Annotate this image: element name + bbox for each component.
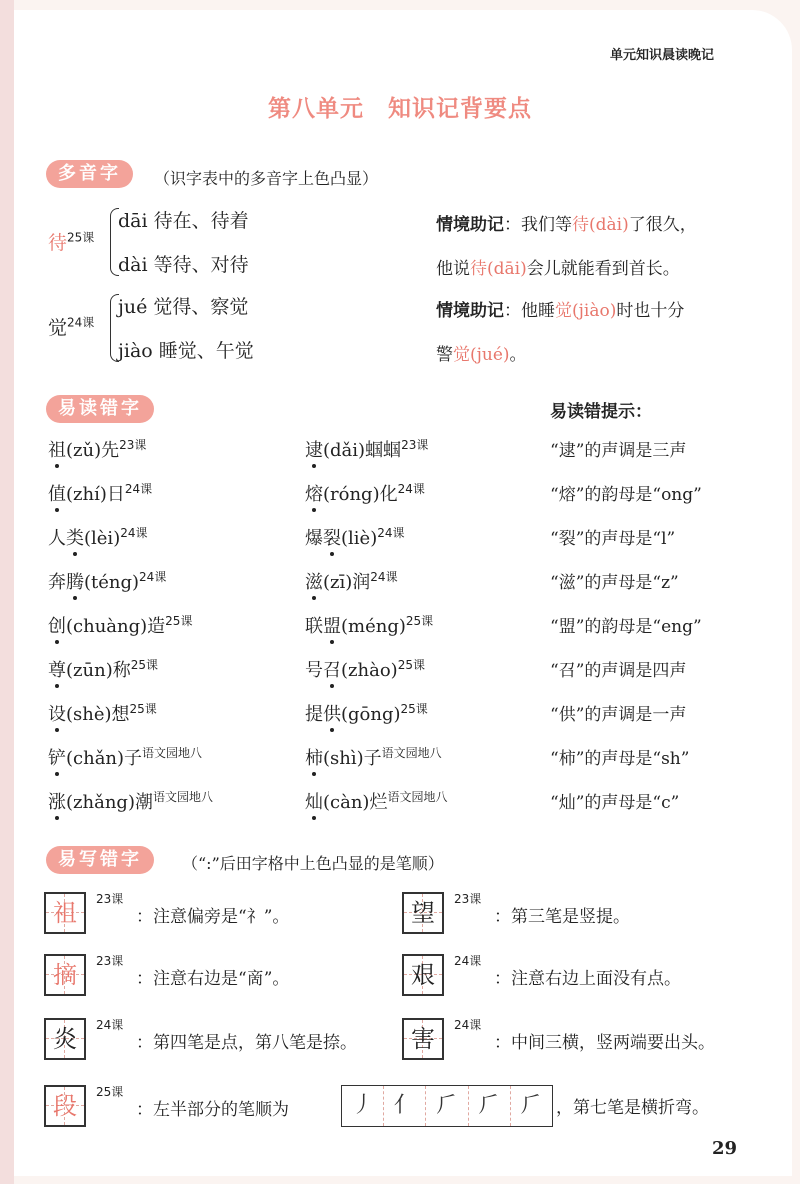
pinyin: (róng) [323, 484, 380, 505]
memo-1: 情境助记：我们等待(dài)了很久， 他说待(dāi)会儿就能看到首长。 [436, 215, 697, 279]
write-note: ：中间三横，竖两端要出头。 [494, 1033, 715, 1053]
pinyin: (téng) [84, 572, 140, 593]
stroke-cell: 丿 [342, 1086, 384, 1126]
misread-item [48, 436, 146, 462]
stroke-cell: 亻 [384, 1086, 426, 1126]
lesson-tag: 24课 [139, 570, 167, 584]
misread-item [48, 612, 192, 638]
lesson-tag: 24课 [96, 1018, 124, 1032]
word-suffix: 造 [147, 616, 166, 637]
misread-hint: “柿”的声母是“sh” [550, 749, 690, 769]
lesson-tag: 24课 [370, 570, 398, 584]
word-prefix: 号 [305, 660, 323, 681]
marked-char: 类 [66, 524, 84, 550]
misread-item [305, 524, 405, 550]
write-note: ：注意偏旁是“礻”。 [136, 907, 290, 927]
write-char: 望 [411, 899, 435, 927]
misread-item [48, 788, 213, 814]
marked-char: 裂 [323, 524, 341, 550]
word-suffix: 蝈蝈 [365, 440, 402, 461]
misread-item [305, 700, 428, 726]
pinyin: (zī) [323, 572, 353, 593]
marked-char: 尊 [48, 656, 66, 682]
word-suffix: 称 [112, 660, 131, 681]
marked-char: 熔 [305, 480, 323, 506]
misread-item [305, 612, 433, 638]
lesson-tag: 25课 [397, 658, 425, 672]
word-suffix: 子 [124, 748, 143, 769]
polyphone-char: 觉$^{24课}$ [48, 315, 95, 339]
misread-hint: “逮”的声调是三声 [550, 441, 687, 461]
pinyin: (càn) [323, 792, 370, 813]
marked-char: 滋 [305, 568, 323, 594]
misread-hint: “裂”的声母是“l” [550, 529, 676, 549]
page-number: 29 [712, 1138, 738, 1159]
writing-grid-cell [44, 1018, 86, 1060]
misread-badge: 易读错字 [46, 395, 154, 423]
write-char: 炎 [53, 1025, 77, 1053]
marked-char: 供 [323, 700, 341, 726]
word-suffix: 润 [352, 572, 371, 593]
lesson-tag: 24课 [397, 482, 425, 496]
lesson-tag: 23课 [96, 892, 124, 906]
misread-item [305, 568, 398, 594]
stroke-tail: ，第七笔是横折弯。 [556, 1098, 709, 1118]
memo-2: 情境助记：他睡觉(jiào)时也十分 警觉(jué)。 [436, 301, 685, 365]
lesson-tag: 23课 [454, 892, 482, 906]
misread-item [48, 568, 166, 594]
word-prefix: 人 [48, 528, 66, 549]
reading: dài 等待、对待 [118, 254, 249, 276]
writing-grid-cell [402, 892, 444, 934]
misread-item [305, 788, 447, 814]
pinyin: (liè) [341, 528, 378, 549]
misread-item [48, 480, 152, 506]
misread-item [305, 656, 425, 682]
page-title: 第八单元 知识记背要点 [268, 96, 532, 122]
misread-hint: “灿”的声母是“c” [550, 793, 680, 813]
marked-char: 涨 [48, 788, 66, 814]
pinyin: (zūn) [66, 660, 113, 681]
page-edge [0, 0, 14, 1184]
pinyin: (shè) [66, 704, 112, 725]
word-prefix: 奔 [48, 572, 66, 593]
miswrite-note: （“:”后田字格中上色凸显的是笔顺） [182, 854, 444, 873]
marked-char: 召 [323, 656, 341, 682]
writing-grid-cell [402, 954, 444, 996]
page-header: 单元知识晨读晚记 [610, 48, 715, 63]
write-char: 祖 [53, 899, 77, 927]
marked-char: 设 [48, 700, 66, 726]
marked-char: 腾 [66, 568, 84, 594]
marked-char: 创 [48, 612, 66, 638]
misread-hint-title: 易读错提示： [550, 402, 652, 422]
stroke-cell: ⺁ [426, 1086, 468, 1126]
word-suffix: 先 [101, 440, 120, 461]
misread-item [305, 480, 425, 506]
misread-hint: “熔”的韵母是“ong” [550, 485, 702, 505]
writing-grid-cell [44, 954, 86, 996]
stroke-cell: ⺁ [520, 1093, 543, 1118]
marked-char: 灿 [305, 788, 323, 814]
write-char: 段 [53, 1092, 77, 1120]
write-char: 摘 [53, 961, 77, 989]
lesson-tag: 24课 [454, 1018, 482, 1032]
pinyin: (chǎn) [66, 748, 125, 769]
write-note: ：左半部分的笔顺为 [136, 1100, 289, 1120]
lesson-tag: 24课 [120, 526, 148, 540]
misread-item [305, 436, 428, 462]
pinyin: (zǔ) [66, 440, 102, 461]
lesson-tag: 25课 [96, 1085, 124, 1099]
polyphone-char: 待$^{25课}$ [48, 230, 95, 254]
write-note: ：第四笔是点，第八笔是捺。 [136, 1033, 357, 1053]
misread-item [48, 524, 148, 550]
misread-item [48, 656, 158, 682]
pinyin: (gōng) [341, 704, 401, 725]
lesson-tag: 23课 [119, 438, 147, 452]
marked-char: 值 [48, 480, 66, 506]
misread-item [48, 700, 157, 726]
pinyin: (zhǎng) [66, 792, 135, 813]
lesson-tag: 23课 [401, 438, 429, 452]
write-char: 艰 [411, 961, 435, 989]
lesson-tag: 25课 [405, 614, 434, 628]
marked-char: 柿 [305, 744, 323, 770]
pinyin: (zhí) [66, 484, 107, 505]
miswrite-badge: 易写错字 [46, 846, 154, 874]
marked-char: 逮 [305, 436, 323, 462]
polyphone-badge: 多音字 [46, 160, 133, 188]
writing-grid-cell [44, 1085, 86, 1127]
stroke-cell: ⺁ [469, 1086, 511, 1126]
lesson-tag: 语文园地八 [152, 790, 213, 804]
word-suffix: 化 [379, 484, 398, 505]
pinyin: (lèi) [84, 528, 121, 549]
misread-hint: “供”的声调是一声 [550, 705, 687, 725]
stroke-order-grid [341, 1085, 553, 1127]
word-suffix: 想 [111, 704, 130, 725]
lesson-tag: 语文园地八 [387, 790, 448, 804]
write-char: 害 [411, 1025, 435, 1053]
pinyin: (chuàng) [66, 616, 148, 637]
write-note: ：第三笔是竖提。 [494, 907, 630, 927]
word-prefix: 联 [305, 616, 323, 637]
lesson-tag: 25课 [165, 614, 193, 628]
misread-item [48, 744, 202, 770]
reading: jiào 睡觉、午觉 [118, 340, 254, 362]
word-suffix: 日 [106, 484, 125, 505]
lesson-tag: 25课 [130, 658, 158, 672]
pinyin: (méng) [341, 616, 406, 637]
lesson-tag: 24课 [124, 482, 153, 496]
polyphone-note: （识字表中的多音字上色凸显） [154, 169, 379, 188]
lesson-tag: 25课 [129, 702, 157, 716]
marked-char: 盟 [323, 612, 341, 638]
word-suffix: 潮 [134, 792, 153, 813]
reading: jué 觉得、察觉 [118, 296, 249, 318]
write-note: ：注意右边是“啇”。 [136, 969, 290, 989]
misread-item [305, 744, 442, 770]
pinyin: (shì) [323, 748, 364, 769]
misread-hint: “召”的声调是四声 [550, 661, 687, 681]
writing-grid-cell [44, 892, 86, 934]
lesson-tag: 25课 [400, 702, 428, 716]
misread-hint: “滋”的声母是“z” [550, 573, 679, 593]
word-suffix: 子 [363, 748, 382, 769]
pinyin: (zhào) [341, 660, 398, 681]
reading: dāi 待在、待着 [118, 210, 249, 232]
word-prefix: 爆 [305, 528, 323, 549]
pinyin: (dǎi) [323, 440, 366, 461]
misread-hint: “盟”的韵母是“eng” [550, 617, 702, 637]
lesson-tag: 语文园地八 [142, 746, 203, 760]
lesson-tag: 24课 [454, 954, 482, 968]
marked-char: 祖 [48, 436, 66, 462]
write-note: ：注意右边上面没有点。 [494, 969, 681, 989]
word-suffix: 烂 [369, 792, 388, 813]
word-prefix: 提 [305, 704, 323, 725]
lesson-tag: 23课 [96, 954, 124, 968]
writing-grid-cell [402, 1018, 444, 1060]
lesson-tag: 24课 [377, 526, 405, 540]
lesson-tag: 语文园地八 [381, 746, 442, 760]
marked-char: 铲 [48, 744, 66, 770]
